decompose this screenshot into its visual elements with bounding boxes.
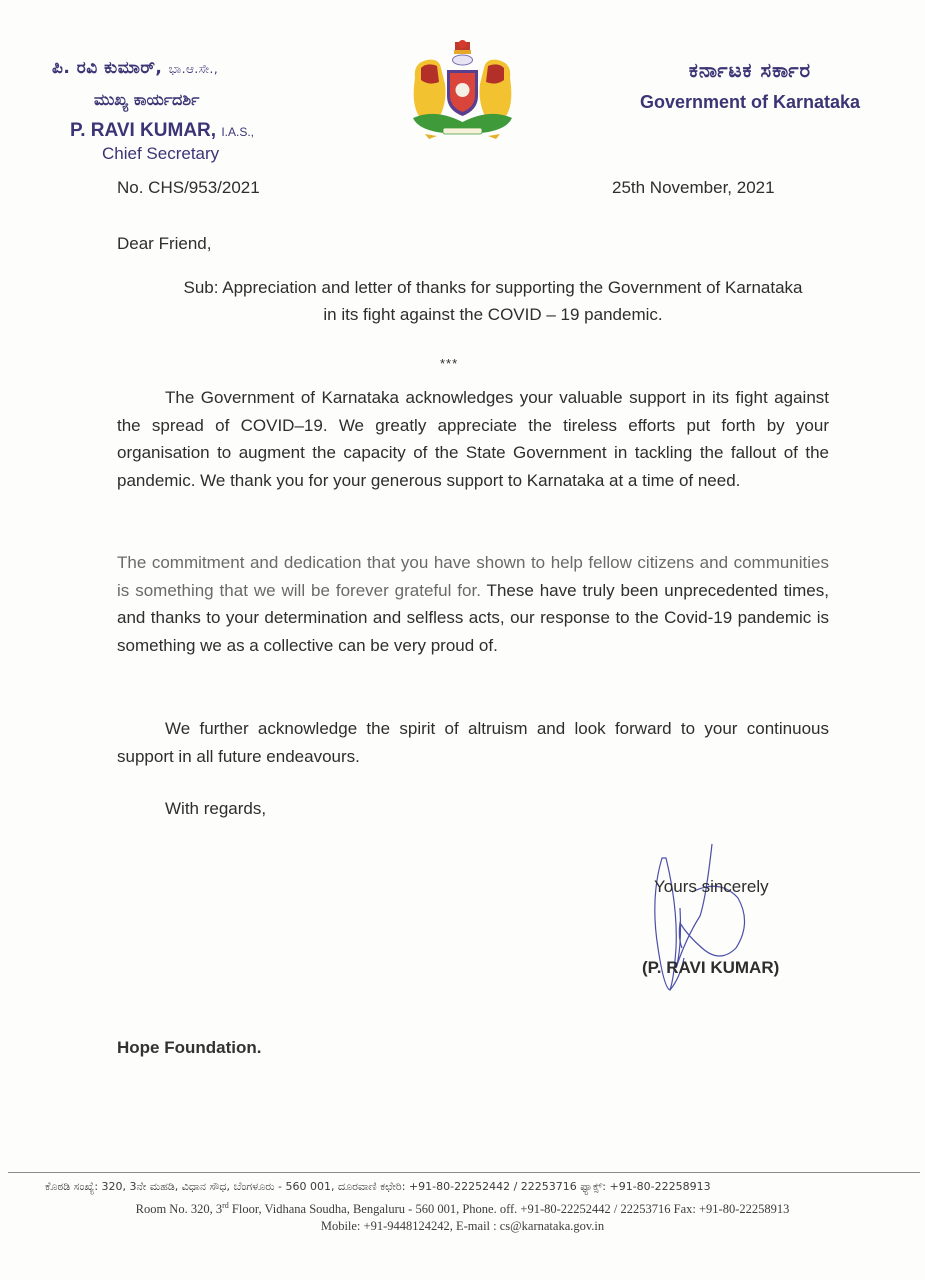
footer-divider (8, 1172, 920, 1173)
floor-ordinal: rd (222, 1201, 229, 1210)
closing-regards: With regards, (165, 799, 267, 818)
paragraph-commitment (117, 549, 829, 659)
signatory-name: (P. RAVI KUMAR) (642, 958, 780, 977)
paragraph-commitment-faded-text: The commitment and dedication that you have shown to help fellow citizens and communities is something that we will be forever grateful for. (117, 553, 829, 600)
kannada-name-text: ಪಿ. ರವಿ ಕುಮಾರ್, (52, 58, 163, 78)
sender-name-kannada (52, 58, 218, 78)
karnataka-state-emblem-icon (405, 38, 520, 140)
footer-contact: Mobile: +91-9448124242, E-mail : cs@karnataka.gov.in (320, 1219, 605, 1233)
sender-title-english: Chief Secretary (102, 144, 220, 163)
salutation: Dear Friend, (117, 234, 212, 253)
paragraph-commitment-text: These have truly been unprecedented times, and thanks to your determination and selfless acts, our response to the Covid-19 pandemic is something we as a collective can be very proud of. (117, 580, 829, 655)
government-name-english: Government of Karnataka (639, 92, 861, 112)
government-block (620, 58, 880, 113)
recipient-name: Hope Foundation. (117, 1038, 262, 1057)
address-text-start: Room No. 320, 3 (135, 1202, 223, 1217)
sender-name-english (70, 120, 254, 142)
subject-line: Sub: Appreciation and letter of thanks for supporting the Government of Karnataka in its fight against the COVID – 19 pandemic. (183, 278, 803, 324)
english-name-text: P. RAVI KUMAR, (70, 120, 217, 141)
footer-address-english (0, 1201, 925, 1217)
footer-address-kannada: ಕೊಠಡಿ ಸಂಖ್ಯೆ: 320, 3ನೇ ಮಹಡಿ, ವಿಧಾನ ಸೌಧ, ಬೆಂಗಳೂರು - 560 001, ದೂರವಾಣಿ ಕಛೇರಿ: +91-80-22252442 / 22253716 ಫ್ಯಾಕ್ಸ್: +91-80-22258913 (45, 1180, 711, 1193)
reference-number: No. CHS/953/2021 (117, 178, 260, 197)
english-suffix: I.A.S., (221, 125, 255, 139)
paragraph-acknowledgement: The Government of Karnataka acknowledges your valuable support in its fight against the spread of COVID–19. We greatly appreciate the tireless efforts put forth by your organisation to augment the capacity of the State Government in tackling the fallout of the pandemic. We thank you for your generous support to Karnataka at a time of need. (117, 388, 829, 490)
sign-off: Yours sincerely (654, 877, 769, 896)
sender-title-kannada: ಮುಖ್ಯ ಕಾರ್ಯದರ್ಶಿ (94, 90, 200, 109)
section-separator: *** (440, 356, 459, 371)
handwritten-signature-icon (640, 838, 810, 1008)
letter-date: 25th November, 2021 (612, 178, 775, 197)
address-text-end: Floor, Vidhana Soudha, Bengaluru - 560 001, Phone. off. +91-80-22252442 / 22253716 Fax: +91-80-22258913 (228, 1202, 790, 1217)
government-name-kannada: ಕರ್ನಾಟಕ ಸರ್ಕಾರ (688, 58, 812, 82)
paragraph-altruism: We further acknowledge the spirit of altruism and look forward to your continuous support in all future endeavours. (117, 719, 829, 766)
kannada-suffix: ಭಾ.ಆ.ಸೇ., (168, 62, 219, 76)
